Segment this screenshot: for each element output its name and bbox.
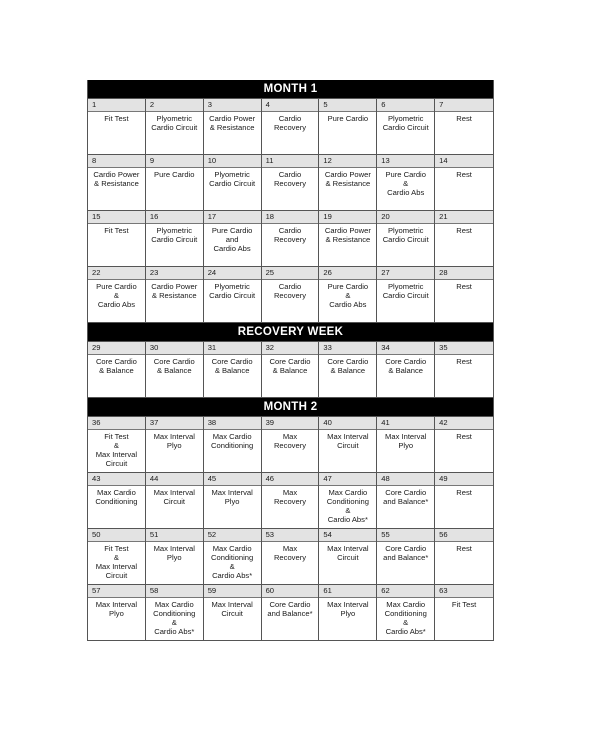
day-number: 45 bbox=[204, 473, 261, 486]
day-number: 44 bbox=[146, 473, 203, 486]
day-cell bbox=[88, 267, 146, 322]
week-row bbox=[88, 529, 493, 585]
workout-label: Plyometric Cardio Circuit bbox=[382, 282, 429, 300]
day-cell bbox=[377, 585, 435, 640]
day-number: 54 bbox=[319, 529, 376, 542]
workout-label: Max Interval Plyo bbox=[153, 544, 195, 562]
day-cell bbox=[435, 211, 493, 266]
workout-label: Max Interval Circuit bbox=[153, 488, 195, 506]
workout-label: Pure Cardio & Cardio Abs bbox=[385, 170, 426, 197]
day-number: 24 bbox=[204, 267, 261, 280]
day-cell bbox=[88, 473, 146, 528]
day-cell bbox=[319, 211, 377, 266]
workout-label: Fit Test & Max Interval Circuit bbox=[95, 544, 138, 580]
day-cell bbox=[88, 342, 146, 397]
workout-label: Fit Test bbox=[451, 600, 477, 609]
day-cell bbox=[146, 155, 204, 210]
day-number: 62 bbox=[377, 585, 434, 598]
day-number: 51 bbox=[146, 529, 203, 542]
workout-label: Core Cardio and Balance* bbox=[383, 488, 429, 506]
day-number: 49 bbox=[435, 473, 493, 486]
day-number: 52 bbox=[204, 529, 261, 542]
day-number: 35 bbox=[435, 342, 493, 355]
workout-label: Pure Cardio bbox=[327, 114, 369, 123]
day-cell bbox=[262, 585, 320, 640]
week-row bbox=[88, 155, 493, 211]
workout-label: Plyometric Cardio Circuit bbox=[151, 226, 198, 244]
day-cell bbox=[204, 267, 262, 322]
day-cell bbox=[319, 417, 377, 472]
workout-label: Plyometric Cardio Circuit bbox=[209, 170, 256, 188]
day-number: 2 bbox=[146, 99, 203, 112]
day-cell bbox=[435, 585, 493, 640]
workout-label: Fit Test bbox=[104, 114, 129, 123]
day-number: 56 bbox=[435, 529, 493, 542]
week-row bbox=[88, 342, 493, 398]
workout-label: Rest bbox=[456, 170, 472, 179]
day-number: 42 bbox=[435, 417, 493, 430]
workout-label: Max Interval Circuit bbox=[327, 432, 369, 450]
workout-label: Cardio Recovery bbox=[273, 170, 307, 188]
day-cell bbox=[377, 211, 435, 266]
day-number: 32 bbox=[262, 342, 319, 355]
workout-label: Max Cardio Conditioning & Cardio Abs* bbox=[384, 600, 427, 636]
day-cell bbox=[146, 473, 204, 528]
workout-label: Core Cardio and Balance* bbox=[383, 544, 429, 562]
workout-label: Core Cardio & Balance bbox=[211, 357, 253, 375]
day-number: 29 bbox=[88, 342, 145, 355]
day-number: 22 bbox=[88, 267, 145, 280]
day-cell bbox=[377, 267, 435, 322]
workout-label: Max Interval Plyo bbox=[327, 600, 369, 618]
day-cell bbox=[319, 529, 377, 584]
workout-label: Max Recovery bbox=[273, 488, 307, 506]
workout-label: Cardio Power & Resistance bbox=[324, 170, 371, 188]
day-cell bbox=[146, 342, 204, 397]
day-number: 4 bbox=[262, 99, 319, 112]
week-row bbox=[88, 267, 493, 323]
day-number: 18 bbox=[262, 211, 319, 224]
workout-label: Fit Test bbox=[104, 226, 129, 235]
workout-label: Plyometric Cardio Circuit bbox=[382, 226, 429, 244]
day-number: 13 bbox=[377, 155, 434, 168]
day-number: 60 bbox=[262, 585, 319, 598]
day-cell bbox=[377, 529, 435, 584]
day-cell bbox=[262, 267, 320, 322]
day-cell bbox=[204, 211, 262, 266]
day-number: 48 bbox=[377, 473, 434, 486]
day-number: 43 bbox=[88, 473, 145, 486]
week-row bbox=[88, 473, 493, 529]
workout-label: Cardio Recovery bbox=[273, 114, 307, 132]
day-cell bbox=[204, 155, 262, 210]
workout-label: Pure Cardio & Cardio Abs bbox=[96, 282, 137, 309]
week-row bbox=[88, 211, 493, 267]
day-number: 5 bbox=[319, 99, 376, 112]
day-number: 59 bbox=[204, 585, 261, 598]
day-number: 23 bbox=[146, 267, 203, 280]
day-cell bbox=[146, 211, 204, 266]
day-cell bbox=[319, 267, 377, 322]
workout-label: Cardio Power & Resistance bbox=[324, 226, 371, 244]
day-number: 53 bbox=[262, 529, 319, 542]
workout-label: Max Interval Circuit bbox=[211, 600, 253, 618]
workout-label: Max Interval Plyo bbox=[211, 488, 253, 506]
day-cell bbox=[262, 342, 320, 397]
day-cell bbox=[319, 155, 377, 210]
day-number: 26 bbox=[319, 267, 376, 280]
section-header: MONTH 1 bbox=[88, 80, 493, 99]
day-cell bbox=[377, 473, 435, 528]
day-cell bbox=[262, 473, 320, 528]
day-cell bbox=[204, 342, 262, 397]
day-cell bbox=[88, 529, 146, 584]
day-cell bbox=[319, 473, 377, 528]
day-cell bbox=[204, 585, 262, 640]
day-cell bbox=[435, 99, 493, 154]
workout-label: Rest bbox=[456, 114, 472, 123]
day-cell bbox=[88, 155, 146, 210]
workout-label: Rest bbox=[456, 282, 472, 291]
workout-calendar bbox=[87, 80, 494, 641]
day-cell bbox=[204, 417, 262, 472]
day-number: 50 bbox=[88, 529, 145, 542]
day-number: 20 bbox=[377, 211, 434, 224]
day-number: 37 bbox=[146, 417, 203, 430]
workout-label: Pure Cardio & Cardio Abs bbox=[327, 282, 369, 309]
workout-label: Core Cardio & Balance bbox=[269, 357, 311, 375]
workout-label: Cardio Recovery bbox=[273, 282, 307, 300]
day-cell bbox=[88, 417, 146, 472]
workout-label: Cardio Power & Resistance bbox=[93, 170, 140, 188]
workout-label: Fit Test & Max Interval Circuit bbox=[95, 432, 138, 468]
day-cell bbox=[435, 267, 493, 322]
day-number: 14 bbox=[435, 155, 493, 168]
workout-label: Max Recovery bbox=[273, 432, 307, 450]
workout-label: Core Cardio & Balance bbox=[153, 357, 195, 375]
section-header: RECOVERY WEEK bbox=[88, 323, 493, 342]
workout-label: Rest bbox=[456, 226, 472, 235]
day-cell bbox=[146, 267, 204, 322]
day-cell bbox=[435, 529, 493, 584]
day-number: 21 bbox=[435, 211, 493, 224]
day-number: 30 bbox=[146, 342, 203, 355]
workout-label: Rest bbox=[456, 488, 472, 497]
day-number: 25 bbox=[262, 267, 319, 280]
day-cell bbox=[204, 99, 262, 154]
workout-label: Rest bbox=[456, 432, 472, 441]
workout-label: Max Cardio Conditioning & Cardio Abs* bbox=[153, 600, 196, 636]
workout-label: Max Cardio Conditioning & Cardio Abs* bbox=[211, 544, 254, 580]
day-number: 31 bbox=[204, 342, 261, 355]
workout-label: Max Cardio Conditioning & Cardio Abs* bbox=[326, 488, 369, 524]
day-number: 7 bbox=[435, 99, 493, 112]
workout-label: Max Interval Circuit bbox=[327, 544, 369, 562]
workout-label: Cardio Recovery bbox=[273, 226, 307, 244]
workout-label: Cardio Power & Resistance bbox=[209, 114, 256, 132]
workout-label: Core Cardio and Balance* bbox=[267, 600, 313, 618]
workout-label: Max Interval Plyo bbox=[95, 600, 138, 618]
workout-label: Plyometric Cardio Circuit bbox=[209, 282, 256, 300]
day-cell bbox=[146, 417, 204, 472]
day-number: 38 bbox=[204, 417, 261, 430]
day-cell bbox=[435, 155, 493, 210]
day-cell bbox=[319, 99, 377, 154]
day-cell bbox=[262, 417, 320, 472]
day-cell bbox=[377, 342, 435, 397]
workout-label: Max Cardio Conditioning bbox=[211, 432, 254, 450]
workout-label: Core Cardio & Balance bbox=[327, 357, 369, 375]
day-number: 16 bbox=[146, 211, 203, 224]
day-cell bbox=[435, 417, 493, 472]
day-number: 33 bbox=[319, 342, 376, 355]
day-number: 17 bbox=[204, 211, 261, 224]
week-row bbox=[88, 99, 493, 155]
week-row bbox=[88, 585, 493, 641]
day-number: 63 bbox=[435, 585, 493, 598]
workout-label: Pure Cardio bbox=[154, 170, 195, 179]
day-cell bbox=[146, 99, 204, 154]
day-number: 6 bbox=[377, 99, 434, 112]
day-cell bbox=[262, 155, 320, 210]
section-header: MONTH 2 bbox=[88, 398, 493, 417]
day-number: 9 bbox=[146, 155, 203, 168]
day-number: 34 bbox=[377, 342, 434, 355]
workout-label: Cardio Power & Resistance bbox=[151, 282, 198, 300]
day-cell bbox=[88, 585, 146, 640]
day-number: 55 bbox=[377, 529, 434, 542]
day-cell bbox=[262, 529, 320, 584]
day-number: 57 bbox=[88, 585, 145, 598]
day-cell bbox=[319, 585, 377, 640]
workout-label: Max Recovery bbox=[273, 544, 307, 562]
day-number: 19 bbox=[319, 211, 376, 224]
workout-label: Plyometric Cardio Circuit bbox=[382, 114, 429, 132]
workout-label: Pure Cardio and Cardio Abs bbox=[211, 226, 253, 253]
workout-label: Plyometric Cardio Circuit bbox=[151, 114, 198, 132]
day-number: 61 bbox=[319, 585, 376, 598]
day-number: 28 bbox=[435, 267, 493, 280]
day-number: 41 bbox=[377, 417, 434, 430]
day-cell bbox=[377, 417, 435, 472]
workout-label: Max Interval Plyo bbox=[153, 432, 195, 450]
day-cell bbox=[146, 529, 204, 584]
day-number: 46 bbox=[262, 473, 319, 486]
day-number: 58 bbox=[146, 585, 203, 598]
workout-label: Max Interval Plyo bbox=[385, 432, 427, 450]
workout-label: Core Cardio & Balance bbox=[95, 357, 137, 375]
day-cell bbox=[146, 585, 204, 640]
day-number: 39 bbox=[262, 417, 319, 430]
day-cell bbox=[88, 99, 146, 154]
day-number: 27 bbox=[377, 267, 434, 280]
day-number: 36 bbox=[88, 417, 145, 430]
day-number: 11 bbox=[262, 155, 319, 168]
workout-label: Max Cardio Conditioning bbox=[95, 488, 138, 506]
day-number: 15 bbox=[88, 211, 145, 224]
day-cell bbox=[319, 342, 377, 397]
workout-label: Rest bbox=[456, 544, 472, 553]
day-cell bbox=[377, 99, 435, 154]
day-cell bbox=[262, 211, 320, 266]
day-cell bbox=[204, 473, 262, 528]
day-cell bbox=[435, 473, 493, 528]
day-cell bbox=[377, 155, 435, 210]
day-number: 10 bbox=[204, 155, 261, 168]
week-row bbox=[88, 417, 493, 473]
day-cell bbox=[435, 342, 493, 397]
workout-label: Rest bbox=[456, 357, 472, 366]
day-number: 1 bbox=[88, 99, 145, 112]
day-number: 8 bbox=[88, 155, 145, 168]
workout-label: Core Cardio & Balance bbox=[385, 357, 427, 375]
day-cell bbox=[262, 99, 320, 154]
day-number: 47 bbox=[319, 473, 376, 486]
day-number: 3 bbox=[204, 99, 261, 112]
day-number: 40 bbox=[319, 417, 376, 430]
day-cell bbox=[204, 529, 262, 584]
day-cell bbox=[88, 211, 146, 266]
day-number: 12 bbox=[319, 155, 376, 168]
